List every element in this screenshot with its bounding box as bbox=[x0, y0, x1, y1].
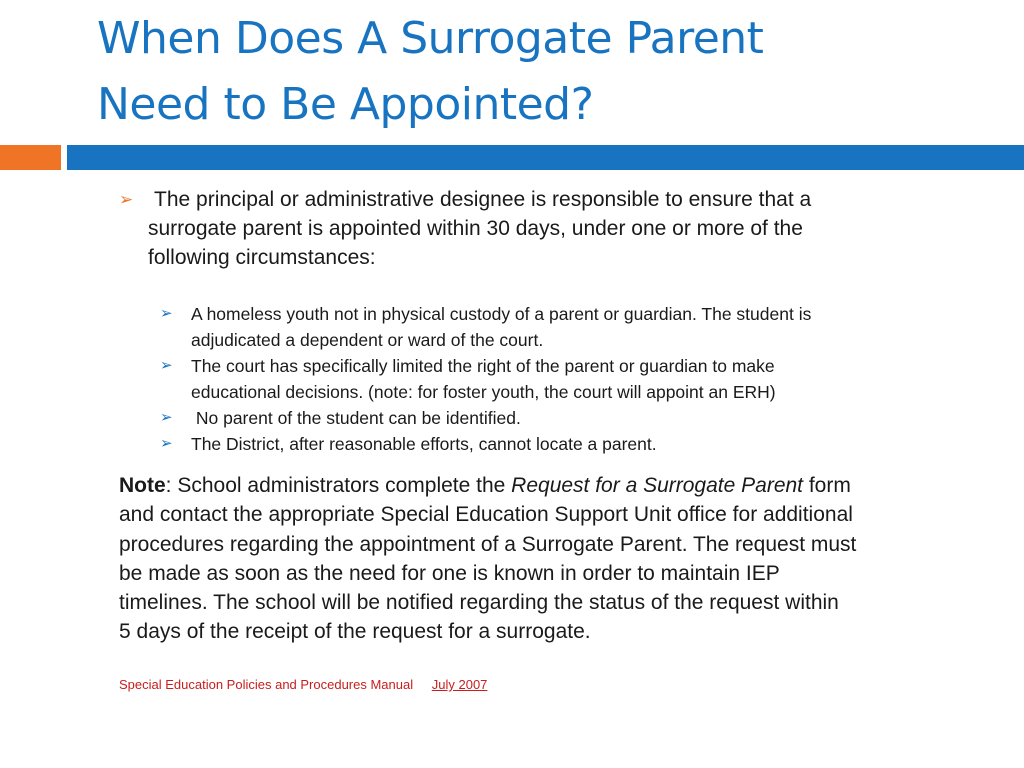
accent-bar-orange bbox=[0, 145, 61, 170]
sub-bullet-item bbox=[160, 431, 960, 457]
arrow-bullet-icon: ➢ bbox=[160, 357, 173, 374]
slide-title-line: When Does A Surrogate Parent bbox=[97, 13, 764, 64]
slide-title bbox=[97, 6, 997, 138]
note-line: and contact the appropriate Special Education Support Unit office for additional bbox=[119, 503, 853, 527]
main-bullet-line: surrogate parent is appointed within 30 days, under one or more of the bbox=[148, 217, 803, 240]
sub-bullet-item bbox=[160, 353, 960, 405]
main-bullet-line: following circumstances: bbox=[148, 246, 376, 269]
accent-bar-blue bbox=[67, 145, 1024, 170]
slide-title-line: Need to Be Appointed? bbox=[97, 79, 594, 130]
arrow-bullet-icon: ➢ bbox=[119, 190, 134, 209]
footer-citation bbox=[119, 676, 487, 694]
sub-bullet-item bbox=[160, 301, 960, 353]
footer-source: Special Education Policies and Procedures Manual bbox=[119, 677, 414, 692]
note-intro: : School administrators complete the bbox=[165, 474, 512, 497]
sub-bullet-line: The court has specifically limited the right of the parent or guardian to make bbox=[191, 356, 775, 376]
sub-bullet-list bbox=[160, 301, 960, 457]
main-bullet-text bbox=[119, 185, 909, 272]
note-form-name: Request for a Surrogate Parent bbox=[511, 474, 804, 497]
main-bullet-line: The principal or administrative designee is responsible to ensure that a bbox=[154, 188, 812, 211]
note-line: be made as soon as the need for one is known in order to maintain IEP bbox=[119, 561, 780, 585]
footer-date-link[interactable]: July 2007 bbox=[431, 677, 488, 692]
sub-bullet-line: The District, after reasonable efforts, cannot locate a parent. bbox=[191, 434, 657, 454]
note-line: 5 days of the receipt of the request for a surrogate. bbox=[119, 620, 591, 644]
note-after-form: form bbox=[803, 474, 851, 497]
sub-bullet-line: educational decisions. (note: for foster youth, the court will appoint an ERH) bbox=[191, 382, 776, 402]
note-paragraph bbox=[119, 471, 959, 647]
note-line: procedures regarding the appointment of a Surrogate Parent. The request must bbox=[119, 532, 857, 556]
note-label: Note bbox=[119, 474, 166, 497]
sub-bullet-line: A homeless youth not in physical custody of a parent or guardian. The student is bbox=[191, 304, 812, 324]
note-line: timelines. The school will be notified regarding the status of the request within bbox=[119, 591, 839, 615]
arrow-bullet-icon: ➢ bbox=[160, 435, 173, 452]
sub-bullet-line: adjudicated a dependent or ward of the court. bbox=[191, 330, 544, 350]
arrow-bullet-icon: ➢ bbox=[160, 409, 173, 426]
main-bullet bbox=[119, 185, 909, 272]
arrow-bullet-icon: ➢ bbox=[160, 305, 173, 322]
note-first-line bbox=[119, 471, 959, 500]
sub-bullet-item bbox=[160, 405, 960, 431]
sub-bullet-line: No parent of the student can be identified. bbox=[191, 408, 521, 428]
